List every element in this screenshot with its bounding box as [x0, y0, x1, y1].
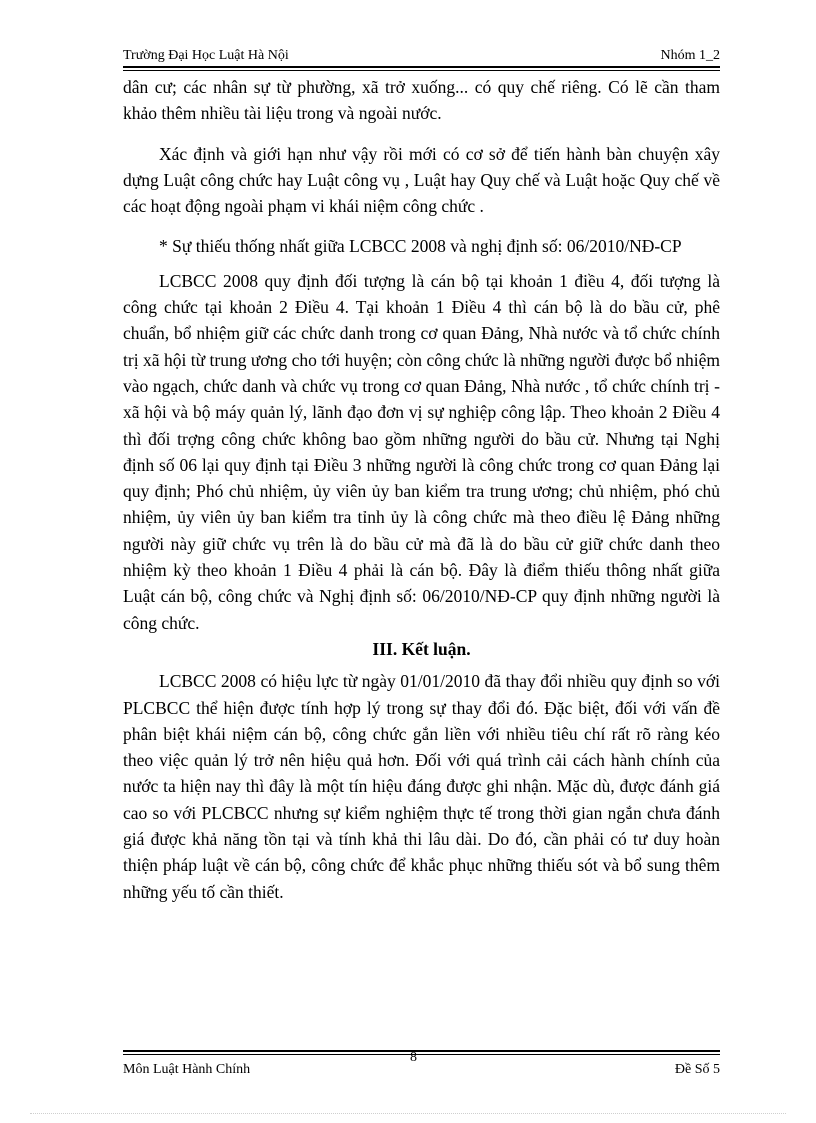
- page-footer: [123, 1062, 720, 1082]
- footer-rule-thick: [123, 1050, 720, 1052]
- page-header: [123, 48, 720, 68]
- paragraph-conclusion: LCBCC 2008 có hiệu lực từ ngày 01/01/2010 đã thay đổi nhiều quy định so với PLCBCC thể hiện được tính hợp lý trong sự thay đổi đó. Đặc biệt, đối với vấn đề phân biệt khái niệm cán bộ, công chức gắn liền với nhiều tiêu chí rất rõ ràng kéo theo việc quản lý trở nên hiệu quả hơn. Đối với quá trình cải cách hành chính của nước ta hiện nay thì đây là một tín hiệu đáng được ghi nhận. Mặc dù, được đánh giá cao so với PLCBCC nhưng sự kiểm nghiệm thực tế trong thời gian ngắn chưa đánh giá được khả năng tồn tại và tính khả thi lâu dài. Do đó, cần phải có tư duy hoàn thiện pháp luật về cán bộ, công chức để khắc phục những thiếu sót và bổ sung thêm những yếu tố cần thiết.: [123, 671, 720, 902]
- page-bottom-divider: [30, 1113, 786, 1114]
- paragraph-continuation: dân cư; các nhân sự từ phường, xã trở xuống... có quy chế riêng. Có lẽ cần tham khảo thêm nhiều tài liệu trong và ngoài nước.: [123, 77, 720, 124]
- header-rule-thick: [123, 66, 720, 68]
- header-rule-thin: [123, 70, 720, 71]
- section-heading-conclusion: III. Kết luận.: [372, 638, 471, 659]
- footer-rule-thin: [123, 1054, 720, 1055]
- header-school-name: Trường Đại Học Luật Hà Nội: [123, 48, 289, 63]
- paragraph-subheading-inconsistency: * Sự thiếu thống nhất giữa LCBCC 2008 và nghị định số: 06/2010/NĐ-CP: [159, 236, 682, 257]
- footer-topic-number: Đề Số 5: [674, 1062, 720, 1077]
- footer-subject: Môn Luật Hành Chính: [123, 1062, 251, 1077]
- header-group-name: Nhóm 1_2: [660, 48, 720, 63]
- paragraph-scope: Xác định và giới hạn như vậy rồi mới có cơ sở để tiến hành bàn chuyện xây dựng Luật công chức hay Luật công vụ , Luật hay Quy chế và Luật hoặc Quy chế về các hoạt động ngoài phạm vi khái niệm công chức .: [123, 143, 720, 217]
- document-body: [123, 74, 720, 905]
- paragraph-analysis: LCBCC 2008 quy định đối tượng là cán bộ tại khoản 1 điều 4, đối tượng là công chức tại khoản 2 Điều 4. Tại khoản 1 Điều 4 thì cán bộ là do bầu cử, phê chuẩn, bổ nhiệm giữ các chức danh trong cơ quan Đảng, Nhà nước và tổ chức chính trị xã hội từ trung ương cho tới huyện; còn công chức là những người được bổ nhiệm vào ngạch, chức danh và chức vụ trong cơ quan Đảng, Nhà nước , tổ chức chính trị - xã hội và bộ máy quản lý, lãnh đạo đơn vị sự nghiệp công lập. Theo khoản 2 Điều 4 thì đối trợng công chức không bao gồm những người do bầu cử. Nhưng tại Nghị định số 06 lại quy định tại Điều 3 những người là công chức trong cơ quan Đảng lại quy định; Phó chủ nhiệm, ủy viên ủy ban kiểm tra trung ương; chủ nhiệm, phó chủ nhiệm, ủy viên ủy ban kiểm tra tỉnh ủy là công chức mà theo điều lệ Đảng những người này giữ chức vụ trên là do bầu cử mà đã là do bầu cử giữ chức danh theo nhiệm kỳ theo khoản 1 Điều 4 phải là cán bộ. Đây là điểm thiếu thông nhất giữa Luật cán bộ, công chức và Nghị định số: 06/2010/NĐ-CP quy định những người là công chức.: [123, 270, 720, 633]
- page-number: 8: [410, 1050, 417, 1065]
